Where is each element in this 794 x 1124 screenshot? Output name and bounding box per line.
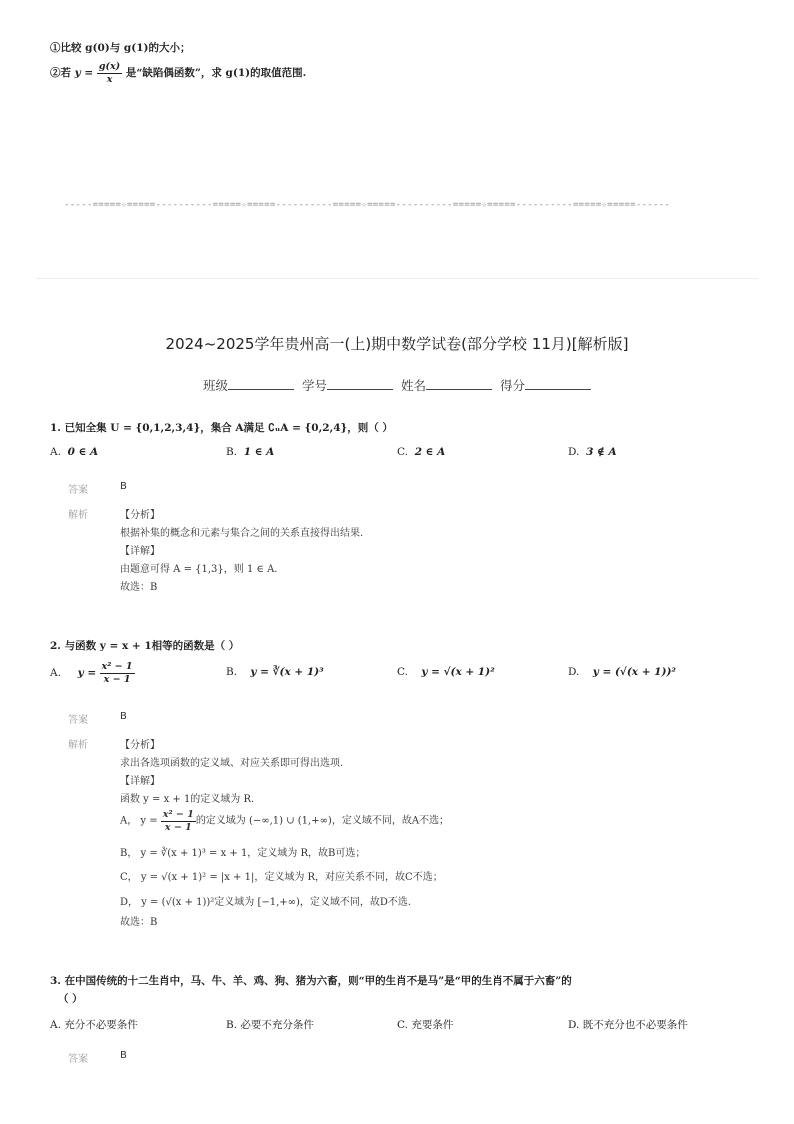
- q2-analysis-label: 解析: [68, 740, 88, 751]
- field-name-label: 姓名: [400, 378, 426, 393]
- q2-solution-line: 函数 y = x + 1的定义域为 R.: [120, 794, 255, 805]
- prev-item-2-fraction: [97, 62, 122, 84]
- field-score-label: 得分: [499, 378, 525, 393]
- q1-solution-line: 故选：B: [120, 582, 158, 593]
- page-title: 2024~2025学年贵州高一(上)期中数学试卷(部分学校 11月)[解析版]: [165, 335, 629, 353]
- q3-answer-label: 答案: [68, 1054, 88, 1065]
- page-divider: [36, 278, 758, 279]
- field-id-blank[interactable]: [327, 377, 393, 390]
- field-name-blank[interactable]: [426, 377, 492, 390]
- q1-solution-line: 【分析】: [120, 510, 160, 521]
- q3-option-a: A. 充分不必要条件: [50, 1019, 138, 1031]
- q2-answer-value: B: [120, 711, 127, 722]
- prev-item-2-math: y =: [74, 67, 94, 79]
- q1-option-a: A. 0 ∈ A: [50, 446, 99, 458]
- field-id-label: 学号: [301, 378, 327, 393]
- q2-solution-line: D， y = (√(x + 1))²定义域为 [−1,+∞)，定义域不同，故D不选.: [120, 897, 412, 908]
- q3-stem-line2: （ ）: [58, 993, 83, 1005]
- prev-item-2-text: 是“缺陷偶函数”，求 g(1)的取值范围.: [125, 67, 307, 79]
- q3-answer-value: B: [120, 1050, 127, 1061]
- field-score-blank[interactable]: [525, 377, 591, 390]
- frac-denominator: x: [106, 73, 113, 85]
- q1-answer-label: 答案: [68, 485, 88, 496]
- q2-solution-line: 【分析】: [120, 740, 160, 751]
- q3-option-b: B. 必要不充分条件: [226, 1019, 314, 1031]
- q3-option-c: C. 充要条件: [397, 1019, 454, 1031]
- q1-option-b: B. 1 ∈ A: [226, 446, 275, 458]
- field-class-label: 班级: [202, 378, 228, 393]
- q2-option-a: A. y = $\frac{\text{x² − 1}}{x - 1}$: [50, 661, 133, 685]
- q2-answer-label: 答案: [68, 715, 88, 726]
- student-info-fields: [0, 376, 794, 394]
- q1-option-c: C. 2 ∈ A: [397, 446, 446, 458]
- q2-option-b: B. y = ∛(x + 1)³: [226, 666, 324, 678]
- q2-option-c: C. y = √(x + 1)²: [397, 666, 495, 678]
- q2-solution-line: B， y = ∛(x + 1)³ = x + 1，定义域为 R，故B可选；: [120, 848, 366, 859]
- q3-option-d: D. 既不充分也不必要条件: [568, 1019, 688, 1031]
- q1-option-d: D. 3 ∉ A: [568, 446, 617, 458]
- q2-solution-line: 求出各选项函数的定义域、对应关系即可得出选项.: [120, 758, 344, 769]
- prev-item-2-prefix: ②若: [50, 67, 71, 79]
- frac-numerator: g(x): [98, 61, 121, 72]
- q1-solution-line: 【详解】: [120, 546, 160, 557]
- q3-stem-line1: 3. 在中国传统的十二生肖中，马、牛、羊、鸡、狗、猪为六畜，则“甲的生肖不是马”是“甲的生肖不属于六畜”的: [50, 975, 572, 987]
- q2-solution-line-a: A， y = $\frac{\text{x² − 1}}{x - 1}$ 的定义域为 (−∞,1) ∪ (1,+∞)，定义域不同，故A不选；: [120, 809, 450, 833]
- prev-item-2: [50, 62, 306, 84]
- field-class-blank[interactable]: [228, 377, 294, 390]
- q2-solution-line: C， y = √(x + 1)² = |x + 1|，定义域为 R，对应关系不同，故C不选；: [120, 872, 443, 883]
- q2-solution-line: 【详解】: [120, 776, 160, 787]
- section-separator: -----=====☆=====----------=====☆=====----------=====☆=====----------=====☆=====----------=====☆=====------: [64, 200, 671, 210]
- prev-item-1: ①比较 g(0)与 g(1)的大小；: [50, 42, 191, 54]
- q2-option-d: D. y = (√(x + 1))²: [568, 666, 677, 678]
- q1-answer-value: B: [120, 481, 127, 492]
- q1-stem: 1. 已知全集 U = {0,1,2,3,4}，集合 A满足 ∁ᵤA = {0,2,4}，则（ ）: [50, 422, 393, 434]
- q1-solution-line: 根据补集的概念和元素与集合之间的关系直接得出结果.: [120, 528, 364, 539]
- q2-solution-line: 故选：B: [120, 917, 158, 928]
- q1-analysis-label: 解析: [68, 510, 88, 521]
- q1-solution-line: 由题意可得 A = {1,3}，则 1 ∈ A.: [120, 564, 278, 575]
- q2-stem: 2. 与函数 y = x + 1相等的函数是（ ）: [50, 640, 240, 652]
